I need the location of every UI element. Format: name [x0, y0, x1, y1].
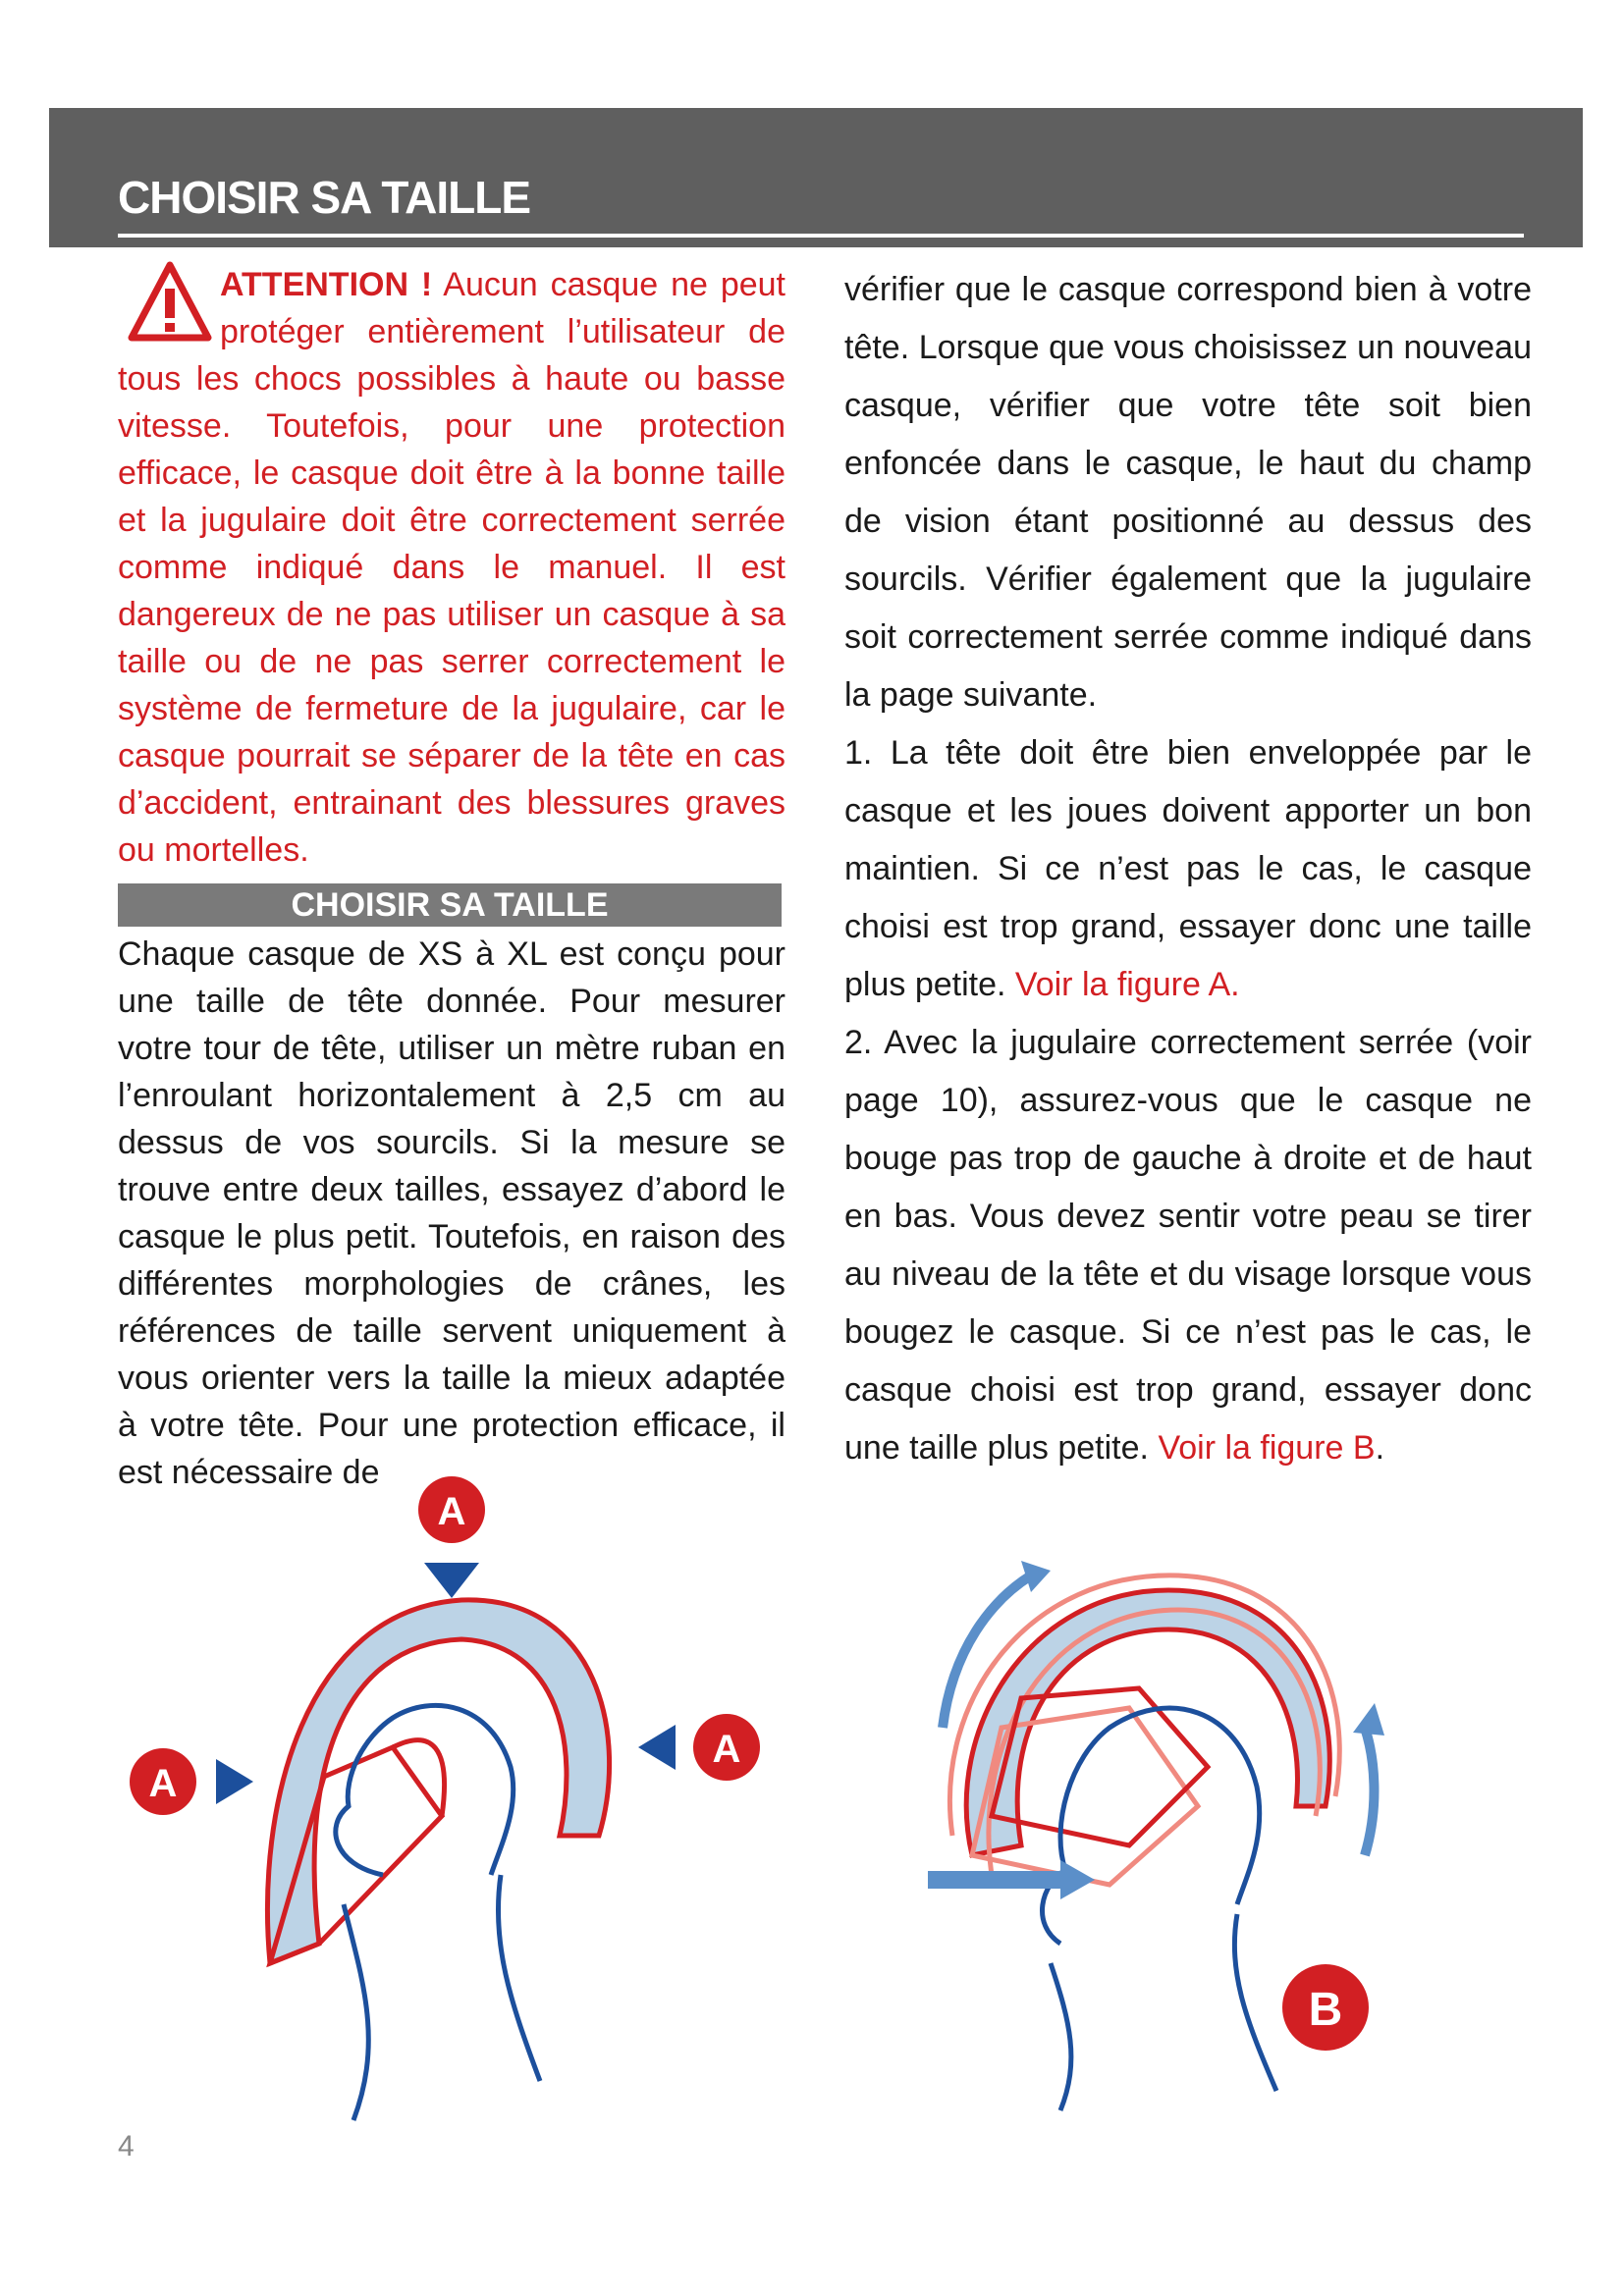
figure-b-reference[interactable]: Voir la figure B: [1158, 1429, 1376, 1467]
warning-triangle-icon: [128, 261, 212, 342]
warning-text: Aucun casque ne peut protéger entièrement l’utilisateur de tous les chocs possibles à haute ou basse vitesse. Toutefois, pour une protection efficace, le casque doit être à la bonne taille et la jugulaire doit être correctement serrée comme indiqué dans le manuel. Il est dangereux de ne pas utiliser un casque à sa taille ou de ne pas serrer correctement le système de fermeture de la jugulaire, car le casque pourrait se séparer de la tête en cas d’accident, entrainant des blessures graves ou mortelles.: [118, 266, 785, 869]
arrow-left-icon: [638, 1725, 676, 1770]
header-bar: [49, 108, 1583, 247]
marker-a-left: [130, 1748, 253, 1815]
figure-a-reference[interactable]: Voir la figure A.: [1014, 966, 1240, 1003]
marker-a-right: [638, 1714, 760, 1781]
warning-paragraph: [118, 261, 785, 874]
step-2-end: .: [1375, 1429, 1385, 1467]
arrow-curved-right-icon: [1365, 1728, 1374, 1855]
step-1-text: 1. La tête doit être bien enveloppée par le casque et les joues doivent apporter un bon maintien. Si ce n’est pas le cas, le casque choisi est trop grand, essayer donc une taille plus petite.: [844, 734, 1532, 1003]
marker-a-top: [418, 1476, 485, 1598]
marker-b-label: B: [1308, 1984, 1343, 2036]
page-title: CHOISIR SA TAILLE: [118, 172, 530, 223]
step-2-paragraph: [844, 1014, 1532, 1477]
marker-a-top-label: A: [437, 1490, 466, 1533]
figure-b: [884, 1531, 1434, 2120]
step-1-paragraph: [844, 724, 1532, 1014]
intro-paragraph: Chaque casque de XS à XL est conçu pour une taille de tête donnée. Pour mesurer votre tour de tête, utiliser un mètre ruban en l’enroulant horizontalement à 2,5 cm au dessus de vos sourcils. Si la mesure se trouve entre deux tailles, essayez d’abord le casque le plus petit. Toutefois, en raison des différentes morphologies de crânes, les références de taille servent uniquement à vous orienter vers la taille la mieux adaptée à votre tête. Pour une protection efficace, il est nécessaire de: [118, 935, 785, 1491]
step-2-text: 2. Avec la jugulaire correctement serrée (voir page 10), assurez-vous que le casque ne bouge pas trop de gauche à droite et de haut en bas. Vous devez sentir votre peau se tirer au niveau de la tête et du visage lorsque vous bougez le casque. Si ce n’est pas le cas, le casque choisi est trop grand, essayer donc une taille plus petite.: [844, 1024, 1532, 1467]
marker-a-left-label: A: [148, 1762, 178, 1805]
helmet-a-drawing: [267, 1600, 609, 2120]
continued-paragraph: vérifier que le casque correspond bien à votre tête. Lorsque que vous choisissez un nouveau casque, vérifier que votre tête soit bien enfoncée dans le casque, le haut du champ de vision étant positionné au dessus des sourcils. Vérifier également que la jugulaire soit correctement serrée comme indiqué dans la page suivante.: [844, 271, 1532, 714]
right-column: [844, 261, 1532, 1477]
header-divider: [118, 234, 1524, 238]
arrow-down-icon: [424, 1563, 479, 1598]
arrow-right-icon: [216, 1759, 253, 1804]
section-subtitle: CHOISIR SA TAILLE: [118, 883, 782, 927]
page-number: 4: [118, 2130, 135, 2163]
warning-label: ATTENTION !: [220, 266, 433, 303]
left-column: [118, 261, 785, 1496]
marker-b: [1282, 1964, 1369, 2051]
marker-a-right-label: A: [712, 1728, 741, 1771]
figure-a: [98, 1453, 805, 2140]
